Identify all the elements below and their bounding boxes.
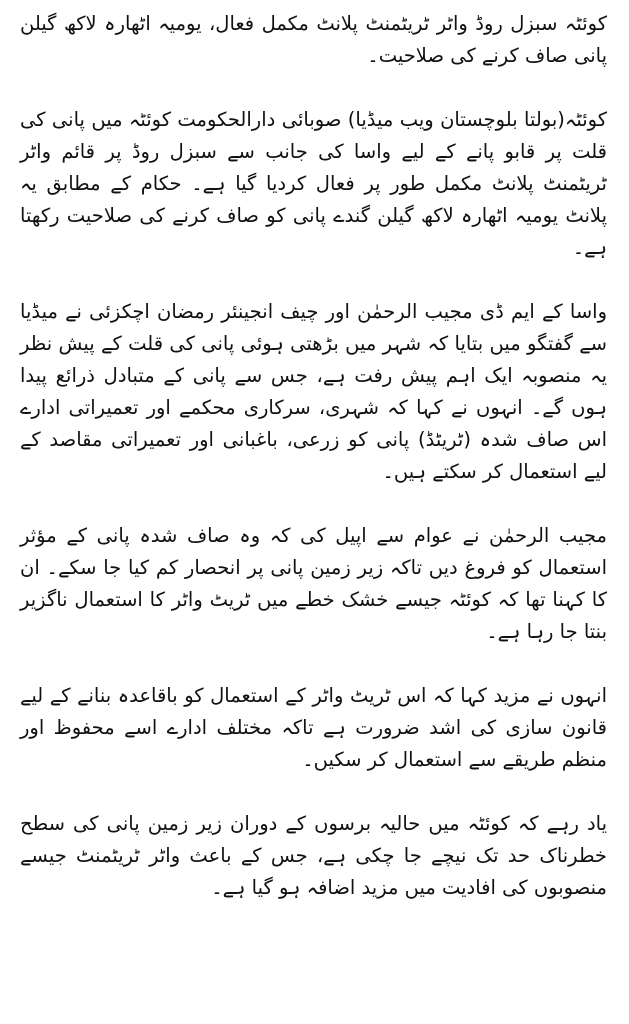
article-paragraph-legislation: انہوں نے مزید کہا کہ اس ٹریٹ واٹر کے استعمال کو باقاعدہ بنانے کے لیے قانون سازی کی اشد ضرورت ہے تاکہ مختلف ادارے اسے محفوظ اور منظم طریقے سے استعمال کر سکیں۔ — [20, 684, 607, 771]
article-headline: کوئٹہ سبزل روڈ واٹر ٹریٹمنٹ پلانٹ مکمل فعال، یومیہ اٹھارہ لاکھ گیلن پانی صاف کرنے کی صلاحیت۔ — [20, 12, 607, 67]
article-paragraph-appeal: مجیب الرحمٰن نے عوام سے اپیل کی کہ وہ صاف شدہ پانی کے مؤثر استعمال کو فروغ دیں تاکہ زیر زمین پانی پر انحصار کم کیا جا سکے۔ ان کا کہنا تھا کہ کوئٹہ جیسے خشک خطے میں ٹریٹ واٹر کا استعمال ناگزیر بنتا جا رہا ہے۔ — [20, 524, 607, 643]
article-paragraph-officials: واسا کے ایم ڈی مجیب الرحمٰن اور چیف انجینئر رمضان اچکزئی نے میڈیا سے گفتگو میں بتایا کہ شہر میں بڑھتی ہوئی پانی کی قلت کے پیش نظر یہ منصوبہ ایک اہم پیش رفت ہے، جس سے پانی کے متبادل ذرائع پیدا ہوں گے۔ انہوں نے کہا کہ شہری، سرکاری محکمے اور تعمیراتی ادارے اس صاف شدہ (ٹریٹڈ) پانی کو زرعی، باغبانی اور تعمیراتی مقاصد کے لیے استعمال کر سکتے ہیں۔ — [20, 300, 607, 483]
article-paragraph-groundwater: یاد رہے کہ کوئٹہ میں حالیہ برسوں کے دوران زیر زمین پانی کی سطح خطرناک حد تک نیچے جا چکی ہے، جس کے باعث واٹر ٹریٹمنٹ جیسے منصوبوں کی افادیت میں مزید اضافہ ہو گیا ہے۔ — [20, 812, 607, 899]
article-paragraph-intro: کوئٹہ(بولتا بلوچستان ویب میڈیا) صوبائی دارالحکومت کوئٹہ میں پانی کی قلت پر قابو پانے کے لیے واسا کی جانب سے سبزل روڈ پر قائم واٹر ٹریٹمنٹ پلانٹ مکمل طور پر فعال کردیا گیا ہے۔ حکام کے مطابق یہ پلانٹ یومیہ اٹھارہ لاکھ گیلن گندے پانی کو صاف کرنے کی صلاحیت رکھتا ہے۔ — [20, 108, 607, 259]
